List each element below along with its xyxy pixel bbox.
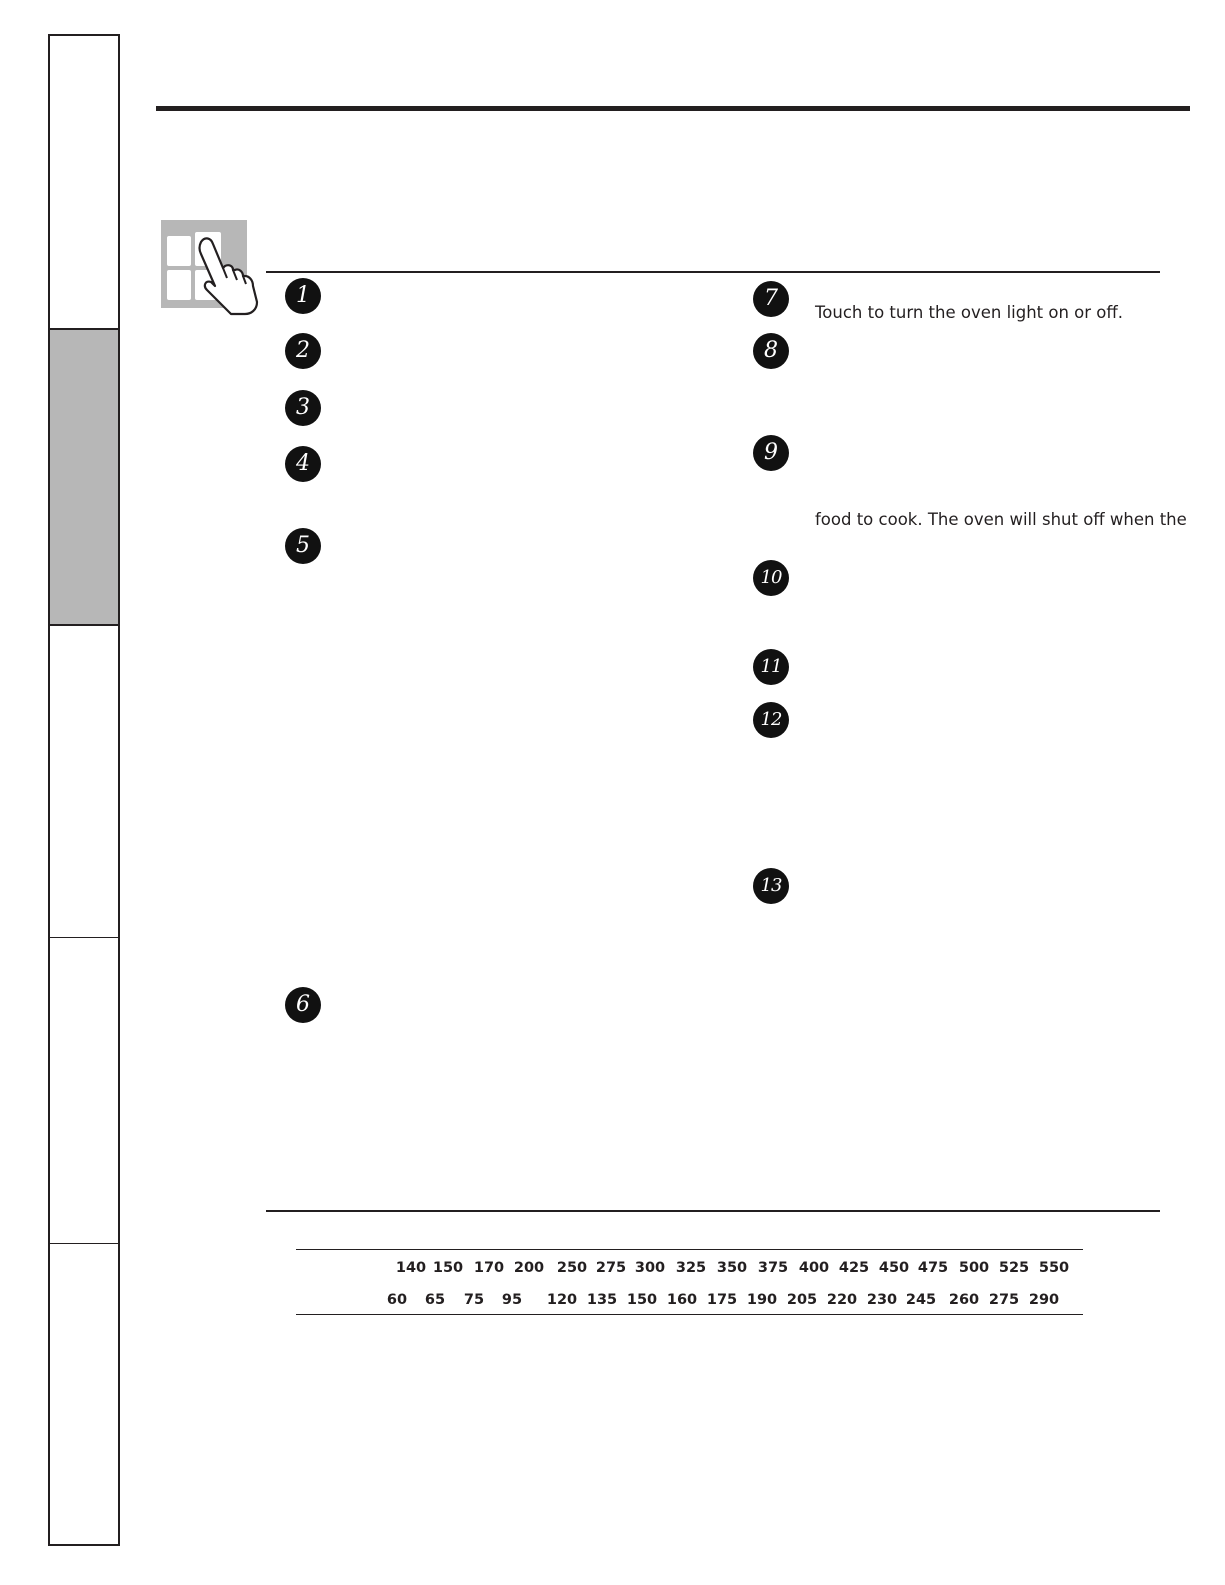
callout-7-text: Touch to turn the oven light on or off.	[815, 303, 1124, 322]
celsius-cell: 135	[586, 1292, 618, 1308]
celsius-cell: 245	[905, 1292, 937, 1308]
fahrenheit-cell: 550	[1038, 1260, 1070, 1276]
celsius-cell: 150	[626, 1292, 658, 1308]
callout-7: 7	[753, 281, 789, 317]
section-footer-rule	[266, 1210, 1160, 1212]
callout-3: 3	[285, 390, 321, 426]
fahrenheit-cell: 250	[556, 1260, 588, 1276]
fahrenheit-cell: 475	[917, 1260, 949, 1276]
celsius-cell: 290	[1028, 1292, 1060, 1308]
callout-11: 11	[753, 649, 789, 685]
section-tab-strip	[48, 34, 120, 1546]
celsius-cell: 220	[826, 1292, 858, 1308]
celsius-cell: 65	[424, 1292, 446, 1308]
callout-2: 2	[285, 333, 321, 369]
finger-touching-keypad-icon	[161, 220, 249, 320]
fahrenheit-cell: 275	[595, 1260, 627, 1276]
section-tab-5	[50, 1244, 118, 1544]
fahrenheit-cell: 300	[634, 1260, 666, 1276]
callout-8: 8	[753, 333, 789, 369]
celsius-cell: 95	[501, 1292, 523, 1308]
callout-1: 1	[285, 278, 321, 314]
section-tab-2-active	[50, 328, 118, 626]
fahrenheit-cell: 500	[958, 1260, 990, 1276]
celsius-cell: 230	[866, 1292, 898, 1308]
fahrenheit-cell: 450	[878, 1260, 910, 1276]
fahrenheit-cell: 150	[432, 1260, 464, 1276]
fahrenheit-cell: 140	[395, 1260, 427, 1276]
celsius-cell: 160	[666, 1292, 698, 1308]
fahrenheit-cell: 400	[798, 1260, 830, 1276]
callout-4: 4	[285, 446, 321, 482]
section-tab-1	[50, 36, 118, 330]
celsius-cell: 175	[706, 1292, 738, 1308]
celsius-cell: 60	[386, 1292, 408, 1308]
fahrenheit-row	[296, 1260, 1083, 1284]
celsius-cell: 120	[546, 1292, 578, 1308]
fahrenheit-cell: 375	[757, 1260, 789, 1276]
callout-10: 10	[753, 560, 789, 596]
temp-table-bottom-rule	[296, 1314, 1083, 1315]
celsius-cell: 275	[988, 1292, 1020, 1308]
fahrenheit-cell: 425	[838, 1260, 870, 1276]
callout-5: 5	[285, 528, 321, 564]
temp-table-top-rule	[296, 1249, 1083, 1250]
section-tab-4	[50, 938, 118, 1244]
fahrenheit-cell: 325	[675, 1260, 707, 1276]
fahrenheit-cell: 525	[998, 1260, 1030, 1276]
callout-9-text: food to cook. The oven will shut off when the	[815, 510, 1187, 529]
fahrenheit-cell: 200	[513, 1260, 545, 1276]
celsius-cell: 260	[948, 1292, 980, 1308]
controls-header-rule	[266, 271, 1160, 273]
callout-6: 6	[285, 987, 321, 1023]
fahrenheit-cell: 350	[716, 1260, 748, 1276]
fahrenheit-cell: 170	[473, 1260, 505, 1276]
celsius-cell: 75	[463, 1292, 485, 1308]
celsius-cell: 205	[786, 1292, 818, 1308]
callout-13: 13	[753, 868, 789, 904]
top-rule	[156, 106, 1190, 111]
celsius-row	[296, 1292, 1083, 1316]
callout-12: 12	[753, 702, 789, 738]
callout-9: 9	[753, 435, 789, 471]
celsius-cell: 190	[746, 1292, 778, 1308]
section-tab-3	[50, 626, 118, 938]
